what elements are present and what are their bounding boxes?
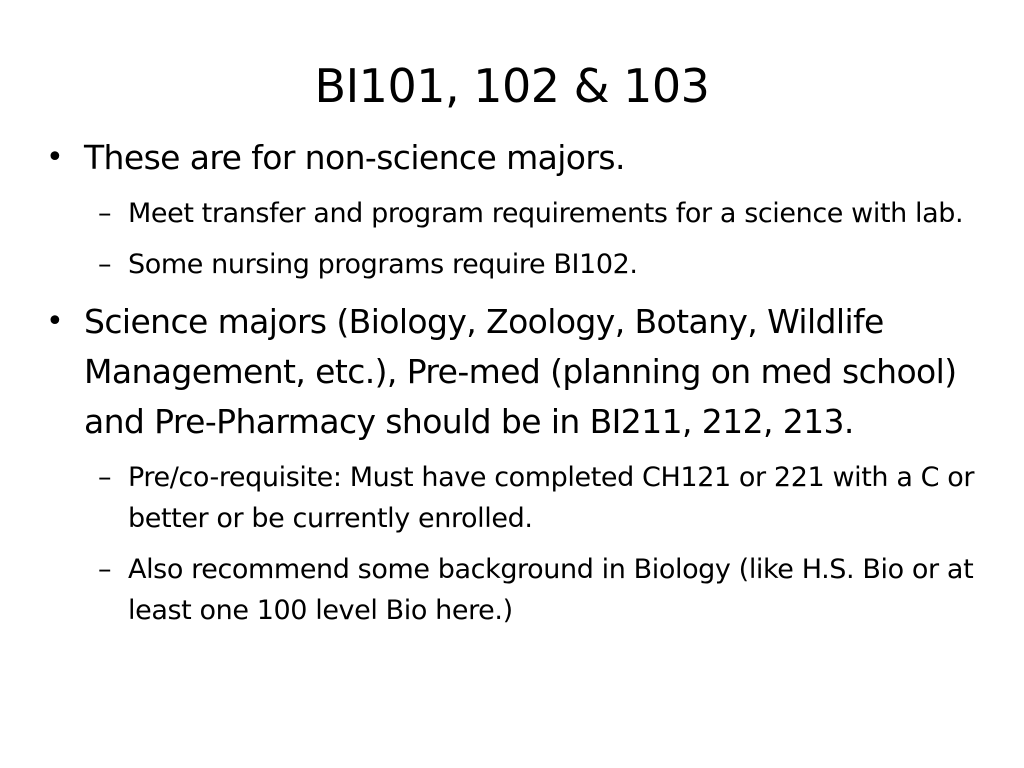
sub-bullet-text: Also recommend some background in Biology (like H.S. Bio or at least one 100 level Bio here.) <box>128 554 974 626</box>
sub-bullet-marker: – <box>98 198 112 229</box>
bullet-marker: • <box>46 304 64 339</box>
sub-bullet-marker: – <box>98 249 112 280</box>
bullet-text: Science majors (Biology, Zoology, Botany, Wildlife Management, etc.), Pre-med (planning on med school) and Pre-Pharmacy should be in BI211, 212, 213. <box>84 302 957 441</box>
slide-title: BI101, 102 & 103 <box>314 59 710 113</box>
slide-body <box>46 133 976 631</box>
bullet-marker: • <box>46 140 64 175</box>
bullet-text: These are for non-science majors. <box>84 138 625 177</box>
sub-bullet-marker: – <box>98 554 112 585</box>
sub-bullet-text: Meet transfer and program requirements for a science with lab. <box>128 198 964 229</box>
sub-bullet-item <box>46 549 976 631</box>
sub-bullet-item <box>46 457 976 539</box>
sub-bullet-item <box>46 193 976 234</box>
sub-bullet-text: Pre/co-requisite: Must have completed CH121 or 221 with a C or better or be currently enrolled. <box>128 462 975 534</box>
sub-bullet-marker: – <box>98 462 112 493</box>
bullet-item <box>46 133 976 183</box>
sub-bullet-item <box>46 244 976 285</box>
sub-bullet-text: Some nursing programs require BI102. <box>128 249 638 280</box>
bullet-item <box>46 297 976 447</box>
